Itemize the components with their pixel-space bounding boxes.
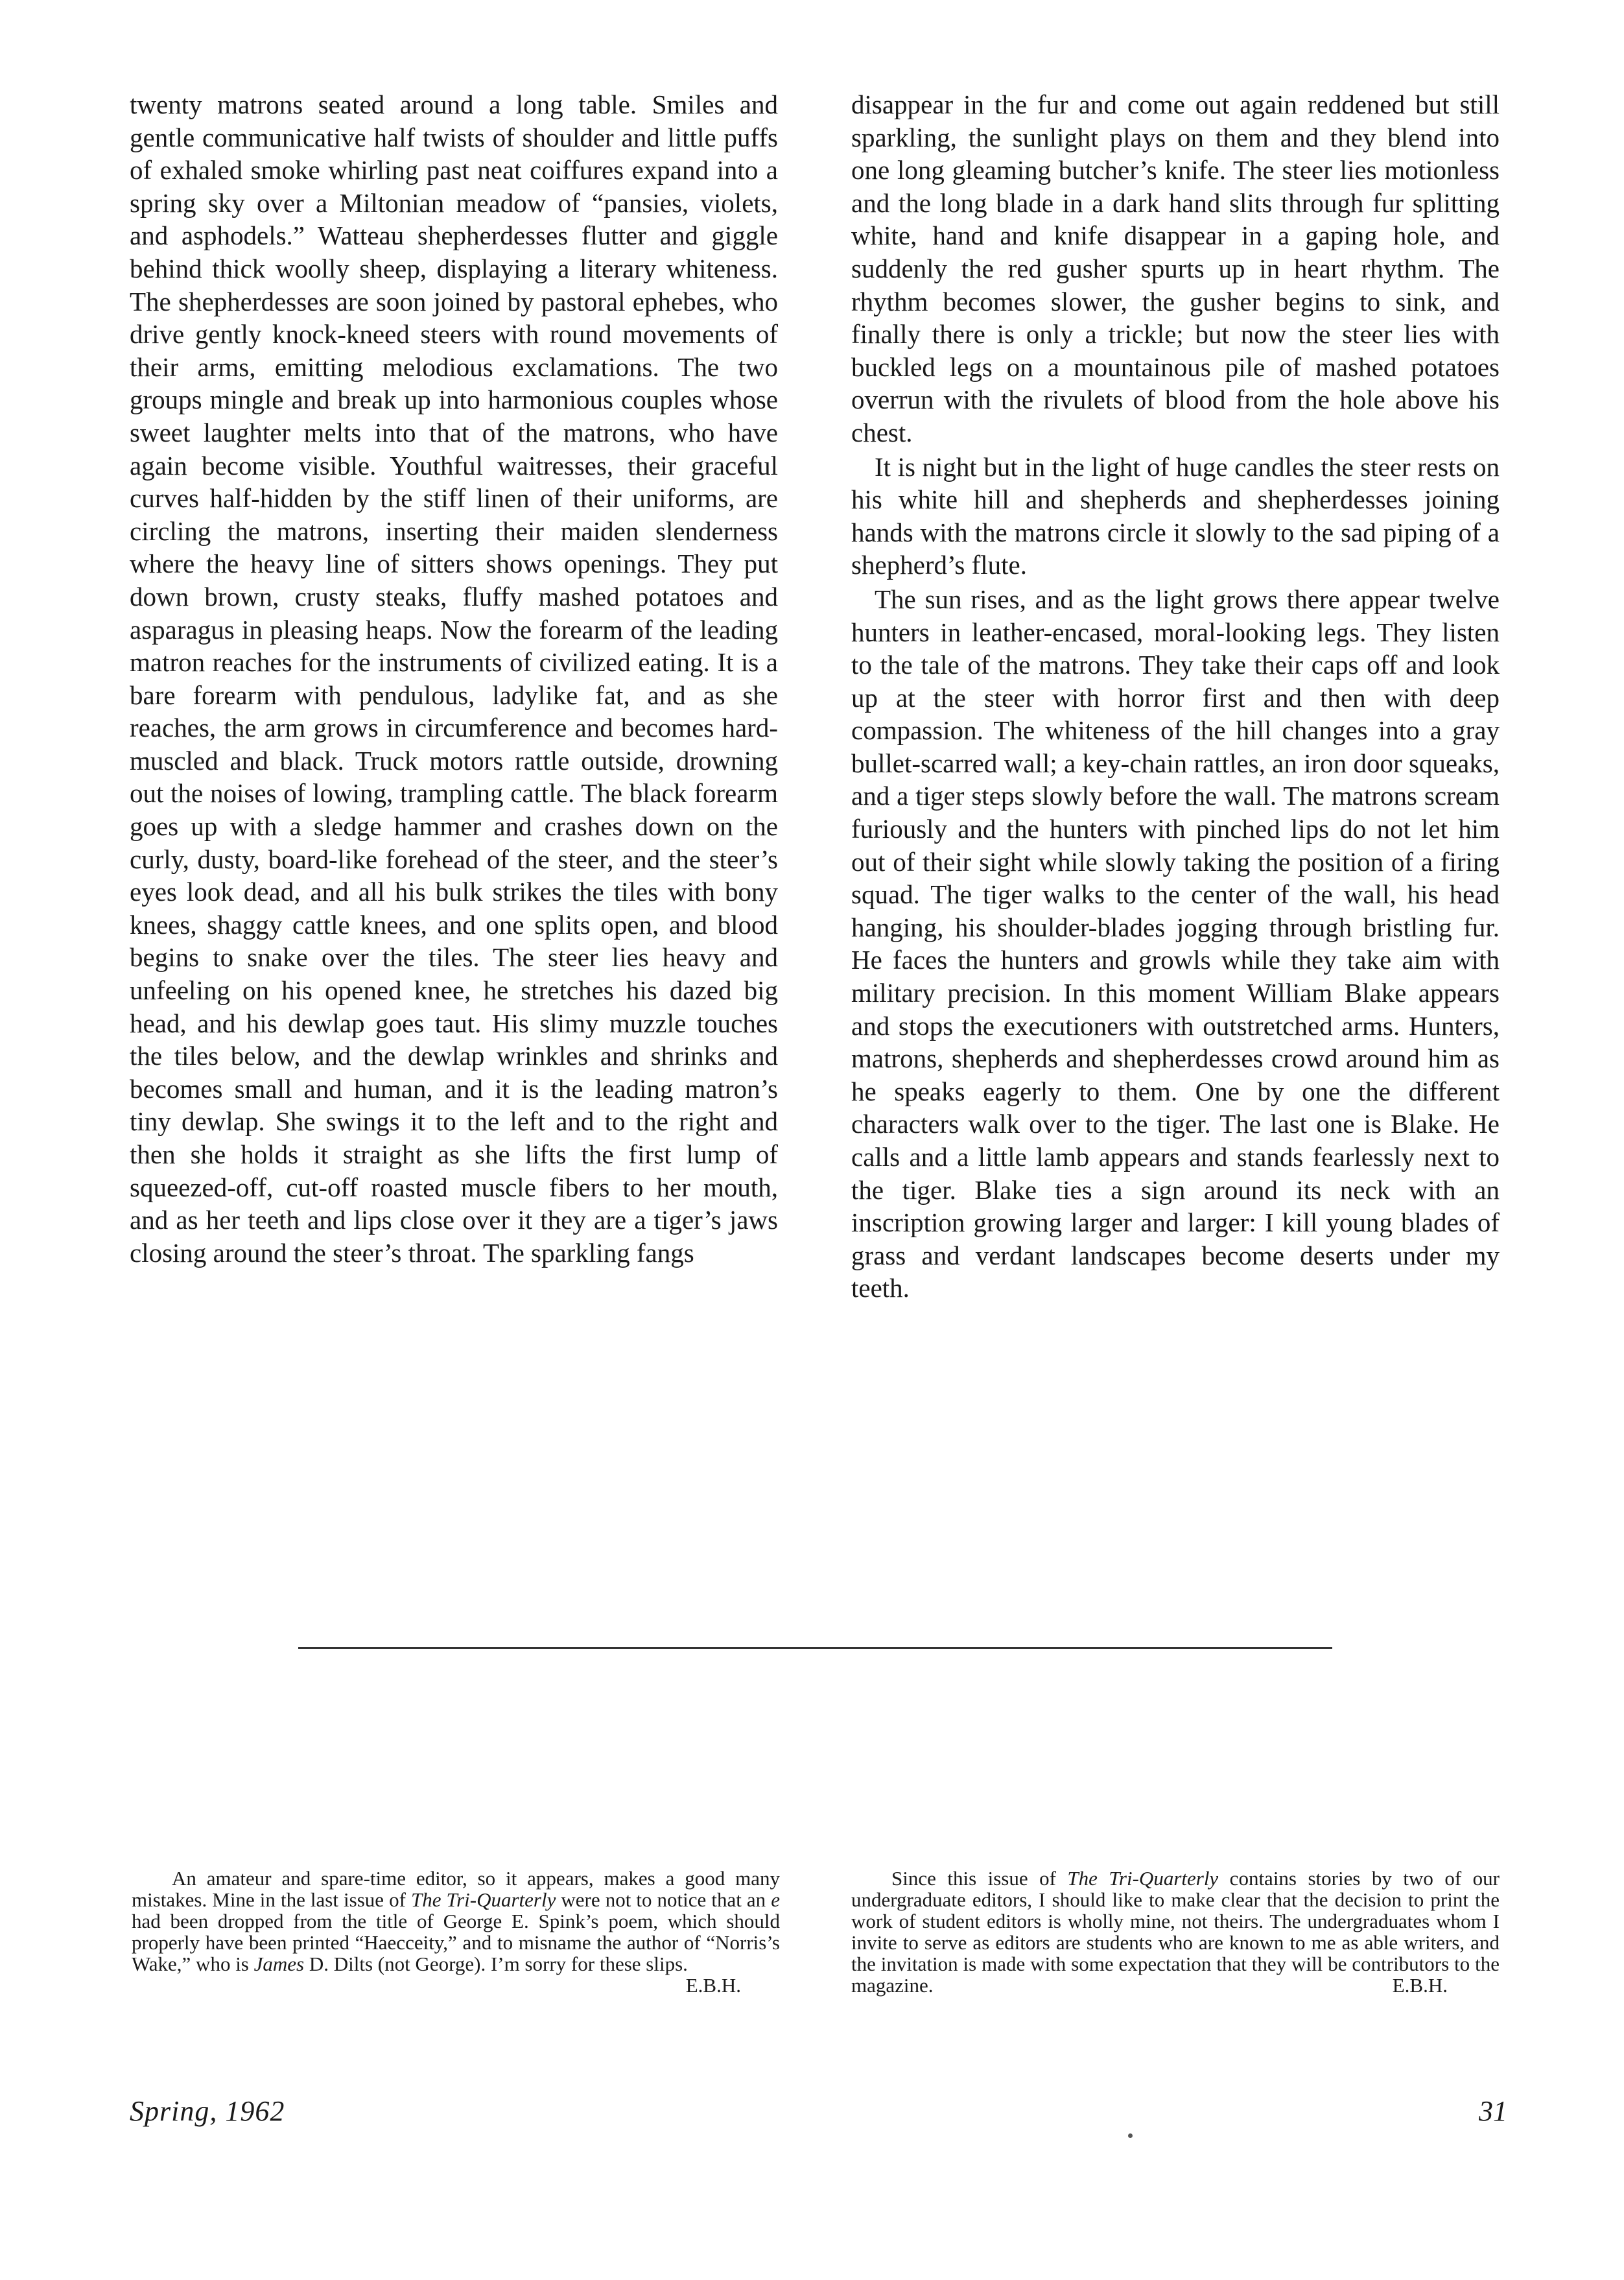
article-paragraph: disappear in the fur and come out again reddened but still sparkling, the sunlight plays on them and they blend into one long gleaming butcher’s knife. The steer lies motionless and the long blade in a dark hand slits through fur splitting white, hand and knife disappear in a gaping hole, and suddenly the red gusher spurts up in heart rhythm. The rhythm becomes slower, the gusher begins to sink, and finally there is only a trickle; but now the steer lies with buckled legs on a mountainous pile of mashed potatoes overrun with the rivulets of blood from the hole above his chest. [851,89,1500,447]
editor-note-text: An amateur and spare-time editor, so it appears, makes a good many mistakes. Mine in the last issue of The Tri-Quarterly were not to notice that an e had been dropped from the title of George E. Spink’s poem, which should properly have been printed “Haecceity,” and to misname the author of “Norris’s Wake,” who is James D. Dilts (not George). I’m sorry for these slips. [132,1867,780,1975]
article-paragraph: twenty matrons seated around a long table. Smiles and gentle communicative half twists of shoulder and little puffs of exhaled smoke whirling past neat coiffures expand into a spring sky over a Miltonian meadow of “pansies, violets, and asphodels.” Watteau shepherdesses flutter and giggle behind thick woolly sheep, displaying a literary whiteness. The shepherdesses are soon joined by pastoral ephebes, who drive gently knock-kneed steers with round movements of their arms, emitting melodious exclamations. The two groups mingle and break up into harmonious couples whose sweet laughter melts into that of the matrons, who have again become visible. Youthful waitresses, their graceful curves half-hidden by the stiff linen of their uniforms, are circling the matrons, inserting their maiden slenderness where the heavy line of sitters shows openings. They put down brown, crusty steaks, fluffy mashed potatoes and asparagus in pleasing heaps. Now the forearm of the leading matron reaches for the instruments of civilized eating. It is a bare forearm with pendulous, ladylike fat, and as she reaches, the arm grows in circumference and becomes hard-muscled and black. Truck motors rattle outside, drowning out the noises of lowing, trampling cattle. The black forearm goes up with a sledge hammer and crashes down on the curly, dusty, board-like forehead of the steer, and the steer’s eyes look dead, and all his bulk strikes the tiles with bony knees, shaggy cattle knees, and one splits open, and blood begins to snake over the tiles. The steer lies heavy and unfeeling on his opened knee, he stretches his dazed big head, and his dewlap goes taut. His slimy muzzle touches the tiles below, and the dewlap wrinkles and shrinks and becomes small and human, and it is the leading matron’s tiny dewlap. She swings it to the left and to the right and then she holds it straight as she lifts the first lump of squeezed-off, cut-off roasted muscle fibers to her mouth, and as her teeth and lips close over it they are a tiger’s jaws closing around the steer’s throat. The sparkling fangs [130,89,778,1268]
editor-signature: E.B.H. [685,1974,741,1997]
article-left-column [130,88,778,1269]
page-number: 31 [1479,2095,1507,2127]
editor-signature: E.B.H. [1392,1974,1448,1997]
decorative-dot [1128,2133,1133,2138]
article-paragraph: It is night but in the light of huge candles the steer rests on his white hill and shepherds and shepherdesses joining hands with the matrons circle it slowly to the sad piping of a shepherd’s flute. [851,451,1500,580]
section-divider [298,1647,1332,1649]
article-paragraph: The sun rises, and as the light grows there appear twelve hunters in leather-encased, moral-looking legs. They listen to the tale of the matrons. They take their caps off and look up at the steer with horror first and then with deep compassion. The whiteness of the hill changes into a gray bullet-scarred wall; a key-chain rattles, an iron door squeaks, and a tiger steps slowly before the wall. The matrons scream furiously and the hunters with pinched lips do not let him out of their sight while slowly taking the position of a firing squad. The tiger walks to the center of the wall, his head hanging, his shoulder-blades jogging through bristling fur. He faces the hunters and growls while they take aim with military precision. In this moment William Blake appears and stops the executioners with outstretched arms. Hunters, matrons, shepherds and shepherdesses crowd around him as he speaks eagerly to them. One by one the different characters walk over to the tiger. The last one is Blake. He calls and a little lamb appears and stands fearlessly next to the tiger. Blake ties a sign around its neck with an inscription growing larger and larger: I kill young blades of grass and verdant landscapes become deserts under my teeth. [851,584,1500,1303]
editor-note-left [132,1868,780,1996]
editor-note-right [851,1868,1500,1996]
issue-date: Spring, 1962 [130,2095,285,2127]
article-right-column [851,88,1500,1305]
editor-note-text: Since this issue of The Tri-Quarterly contains stories by two of our undergraduate editors, I should like to make clear that the decision to print the work of student editors is wholly mine, not theirs. The undergraduates whom I invite to serve as editors are students who are known to me as able writers, and the invitation is made with some expectation that they will be contributors to the magazine. E.B.H. [851,1867,1500,1997]
